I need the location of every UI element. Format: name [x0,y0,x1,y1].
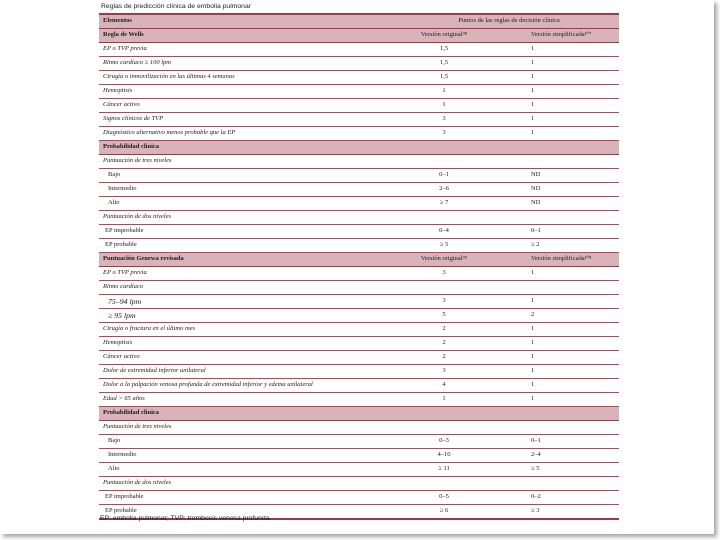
table-row [99,225,619,239]
original-range: ≥ 7 [399,197,489,211]
simplified-range: ≥ 2 [489,239,619,253]
table-cell [489,155,619,169]
simplified-points: 1 [489,379,619,393]
table-row [99,155,619,169]
simplified-range: ND [489,183,619,197]
original-points: 1,5 [399,71,489,85]
criterion-label: ≥ 95 lpm [99,309,399,323]
table-row [99,57,619,71]
level-label: Intermedio [99,449,399,463]
level-label: EP probable [99,505,399,520]
section-title: Regla de Wells [99,29,399,43]
original-range: ≥ 5 [399,239,489,253]
level-label: Bajo [99,169,399,183]
table-row [99,435,619,449]
probability-title: Probabilidad clínica [99,407,399,421]
simplified-points [489,281,619,295]
col-simplified-header: Versión simplificada¹⁰⁸ [489,253,619,267]
original-points: 4 [399,379,489,393]
table-row [99,211,619,225]
table-cell [489,421,619,435]
simplified-points: 1 [489,393,619,407]
simplified-points: 1 [489,127,619,141]
level-label: Alto [99,197,399,211]
original-range: ≥ 11 [399,463,489,477]
footnote: EP: embolia pulmonar; TVP: trombosis venosa profunda. [100,515,272,522]
table-row [99,43,619,57]
table-row [99,197,619,211]
criterion-label: Ritmo cardíaco ≥ 100 lpm [99,57,399,71]
criterion-label: Cáncer activo [99,351,399,365]
three-levels-label: Puntuación de tres niveles [99,155,399,169]
level-label: Bajo [99,435,399,449]
table-row [99,449,619,463]
table-row [99,365,619,379]
table-cell [399,141,489,155]
criterion-label: Signos clínicos de TVP [99,113,399,127]
two-levels-label: Puntuación de dos niveles [99,211,399,225]
original-points: 1 [399,85,489,99]
col-original-header: Versión original⁹⁹ [399,253,489,267]
simplified-points: 1 [489,85,619,99]
original-points: 2 [399,351,489,365]
table-row [99,169,619,183]
simplified-range: 0–2 [489,491,619,505]
table-row [99,407,619,421]
table-row [99,14,619,29]
simplified-range: 0–1 [489,435,619,449]
table-row [99,99,619,113]
table-row [99,491,619,505]
original-points: 3 [399,365,489,379]
table-row [99,421,619,435]
table-cell [489,211,619,225]
table-row [99,113,619,127]
simplified-points: 1 [489,71,619,85]
table-cell [399,477,489,491]
original-points: 3 [399,127,489,141]
original-points: 1,5 [399,57,489,71]
table-row [99,379,619,393]
header-elements: Elementos [99,14,399,29]
original-points: 2 [399,337,489,351]
original-range: ≥ 6 [399,505,489,520]
simplified-points: 2 [489,309,619,323]
table-cell [399,421,489,435]
original-points: 3 [399,295,489,309]
simplified-points: 1 [489,295,619,309]
criterion-label: Diagnóstico alternativo menos probable que la EP [99,127,399,141]
table-row [99,281,619,295]
table-row [99,183,619,197]
original-points [399,281,489,295]
simplified-points: 1 [489,365,619,379]
original-range: 0–3 [399,435,489,449]
original-points: 1 [399,99,489,113]
table-cell [489,407,619,421]
criterion-label: EP o TVP previa [99,267,399,281]
criterion-label: Cirugía o fractura en el último mes [99,323,399,337]
simplified-points: 1 [489,113,619,127]
table-row [99,85,619,99]
criterion-label: Hemoptisis [99,337,399,351]
criterion-label: Cirugía o inmovilización en las últimas 4 semanas [99,71,399,85]
criterion-label: EP o TVP previa [99,43,399,57]
table-row [99,463,619,477]
table-row [99,337,619,351]
section-title: Puntuación Genewa revisada [99,253,399,267]
prediction-rules-table [99,13,619,520]
level-label: EP improbable [99,225,399,239]
simplified-points: 1 [489,323,619,337]
original-range: 4–10 [399,449,489,463]
simplified-points: 1 [489,43,619,57]
simplified-points: 1 [489,351,619,365]
table-row [99,295,619,309]
table-row [99,477,619,491]
level-label: EP improbable [99,491,399,505]
level-label: EP probable [99,239,399,253]
table-cell [399,155,489,169]
probability-title: Probabilidad clínica [99,141,399,155]
table-cell [489,477,619,491]
original-points: 1 [399,393,489,407]
table-title: Reglas de predicción clínica de embolia pulmonar [101,3,251,10]
simplified-range: ≥ 3 [489,505,619,520]
simplified-points: 1 [489,267,619,281]
table-row [99,239,619,253]
table-row [99,351,619,365]
simplified-range: ND [489,169,619,183]
criterion-label: Edad > 65 años [99,393,399,407]
three-levels-label: Puntuación de tres niveles [99,421,399,435]
table-row [99,141,619,155]
col-original-header: Versión original⁹⁸ [399,29,489,43]
original-range: 0–5 [399,491,489,505]
original-range: 0–1 [399,169,489,183]
original-points: 5 [399,309,489,323]
table-row [99,29,619,43]
simplified-range: ND [489,197,619,211]
original-range: 0–4 [399,225,489,239]
table-row [99,127,619,141]
col-simplified-header: Versión simplificada¹⁰⁷ [489,29,619,43]
original-points: 1,5 [399,43,489,57]
original-points: 3 [399,113,489,127]
criterion-label: Cáncer activo [99,99,399,113]
level-label: Intermedio [99,183,399,197]
table-cell [489,141,619,155]
criterion-label: 75–94 lpm [99,295,399,309]
table-row [99,393,619,407]
simplified-points: 1 [489,99,619,113]
original-points: 3 [399,267,489,281]
original-points: 2 [399,323,489,337]
simplified-range: ≥ 5 [489,463,619,477]
simplified-range: 2–4 [489,449,619,463]
header-points: Puntos de las reglas de decisión clínica [399,14,619,29]
criterion-label: Dolor a la palpación venosa profunda de extremidad inferior y edema unilateral [99,379,399,393]
table-row [99,323,619,337]
level-label: Alto [99,463,399,477]
original-range: 2–6 [399,183,489,197]
simplified-range: 0–1 [489,225,619,239]
table-row [99,253,619,267]
criterion-label: Dolor de extremidad inferior unilateral [99,365,399,379]
table-row [99,71,619,85]
simplified-points: 1 [489,337,619,351]
table-row [99,309,619,323]
simplified-points: 1 [489,57,619,71]
table-row [99,267,619,281]
criterion-label: Hemoptisis [99,85,399,99]
criterion-label: Ritmo cardíaco [99,281,399,295]
two-levels-label: Puntuación de dos niveles [99,477,399,491]
table-cell [399,211,489,225]
table-cell [399,407,489,421]
